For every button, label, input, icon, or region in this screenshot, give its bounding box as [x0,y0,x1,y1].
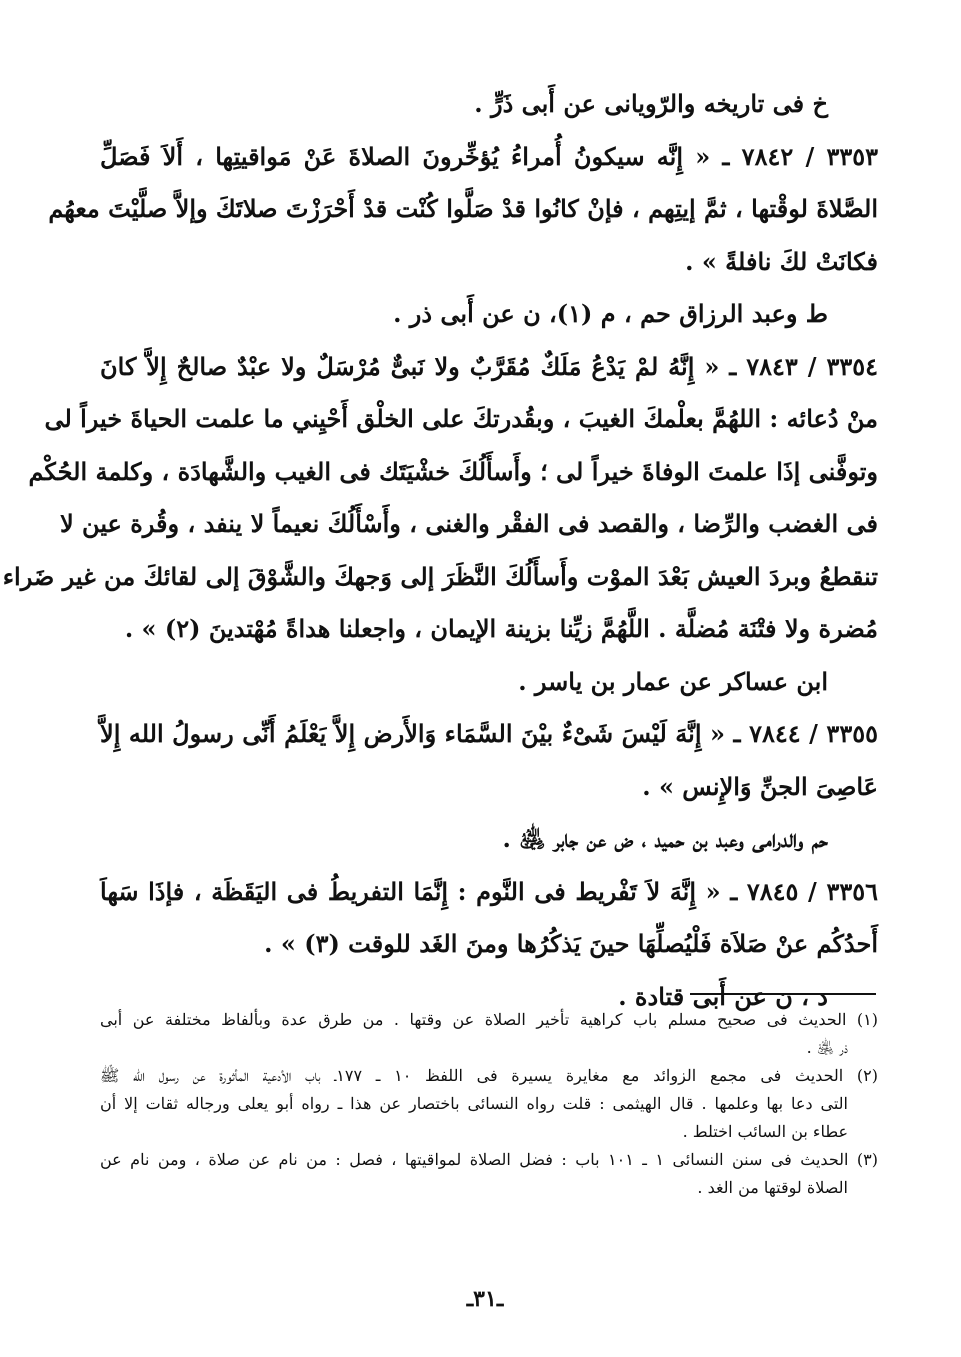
footnote-line: عطاء بن السائب اختلط . [682,1122,848,1141]
footnote-separator [690,993,876,995]
footnote-line: (١) الحديث فى صحيح مسلم باب كراهية تأخير الصلاة عن وقتها . من طرق عدة وبألفاظ مختلفة عن أبى [100,1010,879,1029]
source-line: د ، ن عن أَبى قتادة . [618,981,828,1011]
source-line: ابن عساكر عن عمار بن ياسر . [518,666,828,696]
text-line: ٣٣٥٦ / ٧٨٤٥ ـ « إِنَّهَ لاَ تَفْريط فى النَّوم : إِنَّمَا التفريطُ فى اليَقَظَة ، فإذَا سَهاَ [100,876,878,906]
main-text [2,78,878,1023]
footnote-line: (٢) الحديث فى مجمع الزوائد مع مغايرة يسيرة فى اللفظ ١٠ ـ ١٧٧ـ باب الأدعية المأثورة عن رسول الله ﷺ [100,1066,879,1085]
text-line: تنقطعُ وبردَ العيش بَعْدَ الموْت وأَسأَلُكَ النَّظَرَ إلى وَجهكَ والشَّوْقَ إلى لقائكَ من غير ضَراء [2,561,878,591]
text-line: فى الغضب والرِّضا ، والقصد فى الفقْر والغنى ، وأَسْأَلُكَ نعيماً لا ينفد ، وقُرة عين لا [60,509,878,538]
footnote-line: التى دعا بها وعلمها . قال الهيثمى : قلت رواه النسائى باختصار عن هذا ـ رواه أبو يعلى ورجاله ثقات إلا أن [100,1094,848,1113]
text-line: أَحدُكُم عنْ صَلاَة فَلْيُصلِّهَا حينَ يَذكُرُها ومنَ الغَد للوقت (٣) » . [264,929,878,958]
text-line: وتوفَّنى إذَا علمتَ الوفاةَ خيراً لى ؛ وأَسأَلُكَ خشْيَتَك فى الغيب والشَّهادَة ، وكلمة الحُكْم [28,456,878,486]
text-line: فكانَتْ لكَ نافلةً » . [685,246,878,276]
footnote-line: (٣) الحديث فى سنن النسائى ١ ـ ١٠١ باب : فضل الصلاة لمواقيتها ، فصل : من نام عن صلاة ، ومن نام عن [100,1150,878,1169]
footnotes [100,1006,878,1202]
text-line: مُضرة ولا فتْنَة مُضلَّة . اللَّهُمَّ زيِّنا بزينة الإيمان ، واجعلنا هداةً مُهْتدينَ (٢) » . [124,614,878,643]
page-number: ـ٣١ـ [466,1286,504,1312]
text-line: ٣٣٥٤ / ٧٨٤٣ ـ « إِنَّهُ لمْ يَدْعُ مَلَكٌ مُقَرَّبٌ ولا نَبىٌّ مُرْسَلٌ ولا عبْدٌ صالحٌ إِلاَّ كانَ [100,351,878,381]
text-line: عَاصِىَ الجنِّ وَالإِنس » . [642,771,878,801]
footnote-line: الصلاة لوقتها من الغد . [697,1178,848,1197]
footnote-line: ذر ﵁ . [806,1038,848,1057]
text-line: الصَّلاةَ لوقْتها ، ثمَّ إيتِهم ، فإنْ كانُوا قدْ صَلَّوا كُنْت قدْ أَحْرَزْتَ صلاتَكَ وإلاَّ صلَّيْتَ معهُم [48,194,878,223]
text-line: منْ دُعائه : اللهُمَّ بعلْمكَ الغيبَ ، وبقُدرتكَ على الخلْق أَحْيِني ما علمت الحياةَ خيراً لى [44,404,878,433]
source-line: ط وعبد الرزاق حم ، م (١)، ن عن أَبى ذر . [393,299,828,328]
source-line: حم والدرامى وعبد بن حميد ، ض عن جابر ﵁ . [502,824,828,853]
text-line: ٣٣٥٣ / ٧٨٤٢ ـ « إِنَّه سيكونُ أُمراءُ يُؤخِّرونَ الصلاةَ عَنْ مَواقيتِها ، أَلاَ فَصَلِّ [100,141,878,171]
text-line: ٣٣٥٥ / ٧٨٤٤ ـ « إِنَّهَ لَيْسَ شَىْءٌ بيْنَ السَّمَاء وَالأَرض إِلاَّ يَعْلَمُ أَنِّى رسولُ الله إِلاَّ [100,719,878,748]
source-line: خ فى تاريخه والرّويانى عن أَبى ذَرٍّ . [474,89,828,118]
